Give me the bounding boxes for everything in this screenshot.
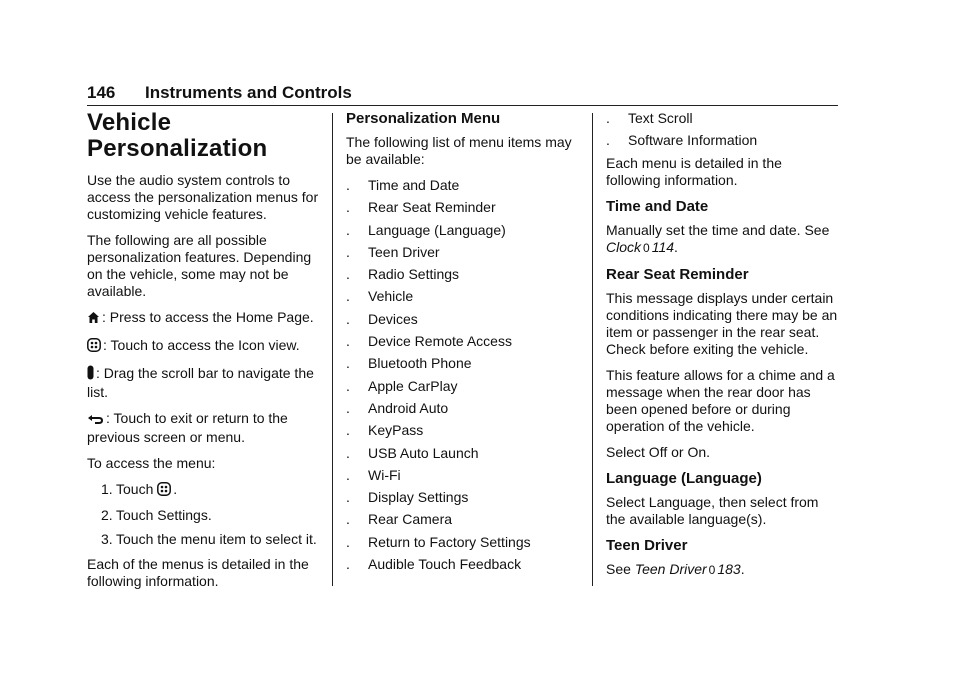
list-item-label: Vehicle bbox=[368, 288, 414, 305]
icon-view-instruction bbox=[87, 337, 319, 356]
column-divider-right bbox=[592, 113, 593, 586]
bullet: . bbox=[346, 489, 350, 506]
list-item bbox=[346, 199, 584, 216]
menu-items-list bbox=[346, 177, 584, 573]
list-item-label: Audible Touch Feedback bbox=[368, 556, 522, 573]
scroll-instruction-text: : Drag the scroll bar to navigate the list. bbox=[87, 365, 314, 400]
list-item bbox=[606, 110, 838, 127]
list-item-label: Display Settings bbox=[368, 489, 469, 506]
teen-driver-text: See Teen Driver 0 183. bbox=[606, 560, 745, 577]
list-item-label: Bluetooth Phone bbox=[368, 355, 472, 372]
column-right bbox=[606, 110, 838, 588]
bullet: . bbox=[346, 221, 350, 238]
time-and-date-text: Manually set the time and date. See Clock 0 114. bbox=[606, 221, 830, 255]
rear-seat-paragraph-3: Select Off or On. bbox=[606, 443, 711, 460]
page-header bbox=[87, 83, 838, 106]
back-instruction bbox=[87, 410, 319, 446]
rear-seat-paragraph-1: This message displays under certain conditions indicating there may be an item or passenger in the rear seat. Check before exiting the vehicle. bbox=[606, 289, 838, 357]
icon-view-icon bbox=[157, 482, 171, 500]
clock-link[interactable]: Clock bbox=[606, 238, 642, 255]
list-item bbox=[346, 378, 584, 395]
list-item bbox=[346, 288, 584, 305]
language-heading: Language (Language) bbox=[606, 469, 762, 487]
rear-seat-paragraph-2: This feature allows for a chime and a message when the rear door has been opened before or during operation of the vehicle. bbox=[606, 366, 835, 434]
back-arrow-icon bbox=[87, 412, 104, 429]
access-menu-intro: To access the menu: bbox=[87, 455, 216, 471]
menu-items-list-continued bbox=[606, 110, 838, 149]
list-item-label: Language (Language) bbox=[368, 221, 506, 238]
list-item-label: USB Auto Launch bbox=[368, 444, 479, 461]
section-title: Instruments and Controls bbox=[145, 83, 352, 102]
list-item bbox=[346, 222, 584, 239]
list-item-label: Time and Date bbox=[368, 177, 460, 193]
bullet: . bbox=[346, 422, 350, 439]
list-item bbox=[346, 355, 584, 372]
scroll-instruction bbox=[87, 365, 319, 401]
list-item bbox=[346, 266, 584, 283]
page-ref-arrow: 0 bbox=[643, 240, 650, 255]
bullet: . bbox=[346, 377, 350, 394]
list-item-label: Wi-Fi bbox=[368, 466, 401, 483]
teen-driver-heading: Teen Driver bbox=[606, 536, 688, 554]
bullet: . bbox=[346, 556, 350, 573]
menu-list-intro: The following list of menu items may be available: bbox=[346, 134, 572, 167]
list-item bbox=[346, 556, 584, 573]
step-item: 3. Touch the menu item to select it. bbox=[101, 531, 317, 547]
menus-detail-paragraph: Each menu is detailed in the following information. bbox=[606, 154, 782, 188]
availability-paragraph: The following are all possible personalization features. Depending on the vehicle, some may not be available. bbox=[87, 232, 312, 299]
list-item-label: Apple CarPlay bbox=[368, 377, 458, 394]
list-item-label: Android Auto bbox=[368, 399, 449, 416]
list-item bbox=[346, 400, 584, 417]
icon-view-icon bbox=[87, 338, 101, 356]
access-steps bbox=[87, 481, 319, 548]
list-item bbox=[346, 445, 584, 462]
list-item-label: Radio Settings bbox=[368, 266, 460, 283]
bullet: . bbox=[346, 533, 350, 550]
bullet: . bbox=[606, 110, 610, 126]
bullet: . bbox=[346, 466, 350, 483]
teen-driver-page-ref[interactable]: 183 bbox=[717, 560, 741, 577]
intro-paragraph: Use the audio system controls to access the personalization menus for customizing vehicle features. bbox=[87, 172, 319, 222]
bullet: . bbox=[346, 333, 350, 350]
step-item: 1. Touch . bbox=[87, 481, 319, 500]
bullet: . bbox=[606, 132, 610, 149]
icon-view-instruction-text: : Touch to access the Icon view. bbox=[103, 337, 300, 353]
list-item bbox=[346, 511, 584, 528]
home-instruction-text: : Press to access the Home Page. bbox=[102, 309, 314, 325]
page-ref-arrow: 0 bbox=[708, 562, 716, 577]
bullet: . bbox=[346, 444, 350, 461]
list-item-label: Rear Camera bbox=[368, 511, 453, 528]
list-item-label: Teen Driver bbox=[368, 243, 440, 260]
list-item bbox=[346, 489, 584, 506]
bullet: . bbox=[346, 243, 350, 260]
teen-driver-link[interactable]: Teen Driver bbox=[634, 560, 707, 577]
list-item bbox=[346, 244, 584, 261]
language-text: Select Language, then select from the available language(s). bbox=[606, 493, 819, 527]
page-number: 146 bbox=[87, 83, 116, 102]
scroll-bar-icon bbox=[87, 365, 94, 384]
list-item bbox=[346, 311, 584, 328]
clock-page-ref[interactable]: 114 bbox=[651, 238, 675, 255]
column-divider-left bbox=[332, 113, 333, 586]
list-item bbox=[346, 534, 584, 551]
rear-seat-reminder-heading: Rear Seat Reminder bbox=[606, 265, 749, 283]
list-item bbox=[346, 422, 584, 439]
list-item bbox=[346, 177, 584, 194]
page-title: Vehicle Personalization bbox=[87, 109, 268, 162]
list-item-label: Rear Seat Reminder bbox=[368, 199, 496, 216]
home-instruction bbox=[87, 309, 319, 328]
bullet: . bbox=[346, 355, 350, 372]
column-middle bbox=[346, 110, 584, 578]
bullet: . bbox=[346, 399, 350, 416]
list-item-label: Devices bbox=[368, 310, 418, 327]
back-instruction-text: : Touch to exit or return to the previous screen or menu. bbox=[87, 410, 288, 445]
bullet: . bbox=[346, 266, 350, 283]
bullet: . bbox=[346, 310, 350, 327]
bullet: . bbox=[346, 288, 350, 305]
list-item-label: Device Remote Access bbox=[368, 333, 512, 350]
bullet: . bbox=[346, 177, 350, 193]
bullet: . bbox=[346, 511, 350, 528]
list-item-label: KeyPass bbox=[368, 422, 424, 439]
closing-paragraph: Each of the menus is detailed in the following information. bbox=[87, 556, 309, 589]
list-item bbox=[346, 333, 584, 350]
step-item: 2. Touch Settings. bbox=[101, 507, 212, 523]
list-item-label: Text Scroll bbox=[628, 110, 693, 126]
list-item bbox=[606, 132, 838, 149]
time-and-date-heading: Time and Date bbox=[606, 197, 709, 215]
list-item bbox=[346, 467, 584, 484]
personalization-menu-heading: Personalization Menu bbox=[346, 110, 501, 127]
list-item-label: Return to Factory Settings bbox=[368, 533, 531, 550]
bullet: . bbox=[346, 199, 350, 216]
home-icon bbox=[87, 311, 100, 328]
list-item-label: Software Information bbox=[628, 132, 758, 149]
column-left bbox=[87, 110, 319, 599]
